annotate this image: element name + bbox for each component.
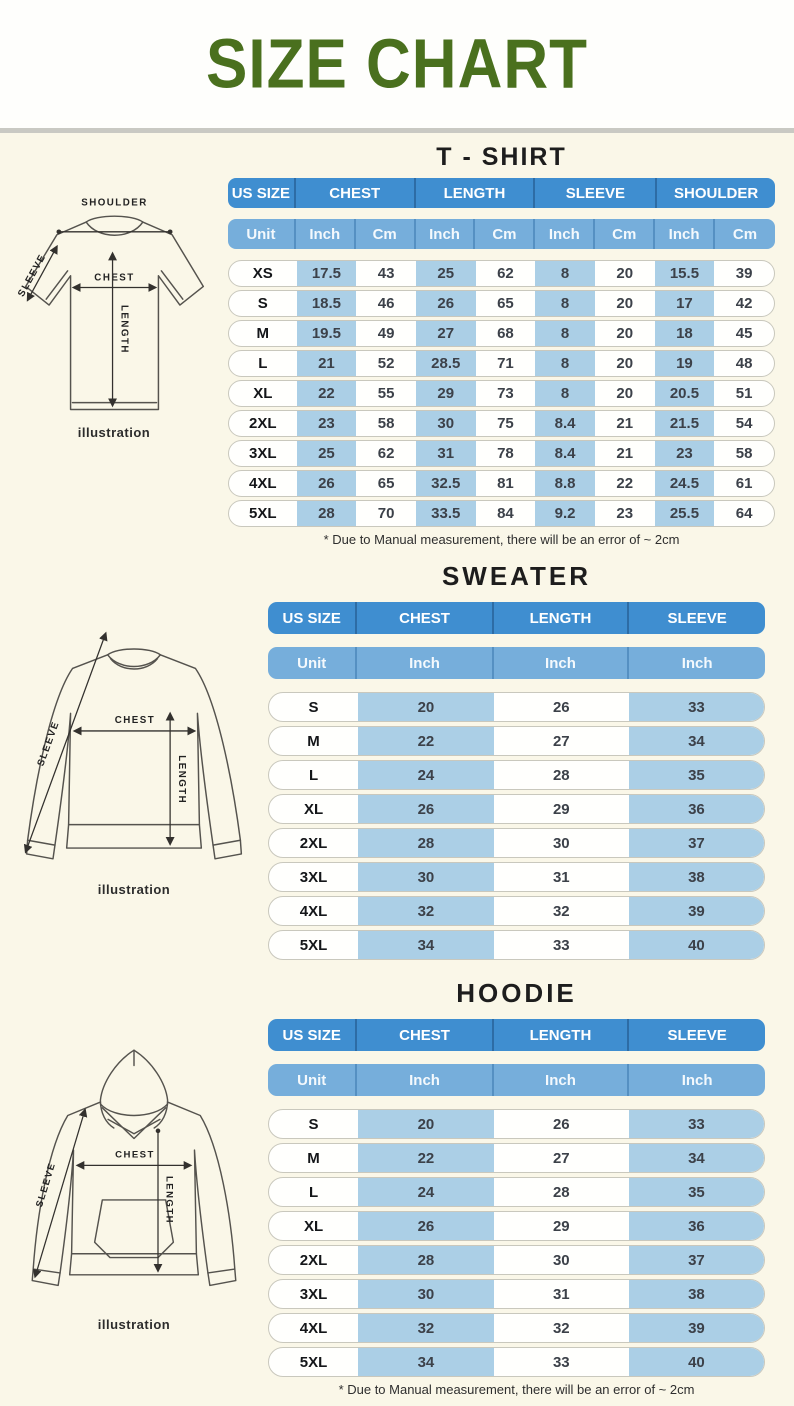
- measurement-value: 29: [552, 1217, 570, 1235]
- measurement-value: 84: [497, 505, 514, 522]
- size-label: 3XL: [299, 868, 328, 886]
- unit-cell: Cm: [475, 219, 535, 249]
- measurement-value: 30: [416, 411, 476, 436]
- hoodie-table-header: [268, 1019, 765, 1051]
- measurement-value: 39: [735, 265, 753, 282]
- measurement-value: 24: [358, 1178, 494, 1206]
- measurement-value: 42: [735, 295, 753, 312]
- column-header: LENGTH: [416, 178, 536, 208]
- measurement-value: 30: [358, 863, 494, 891]
- size-label: S: [257, 295, 268, 312]
- measurement-value: 20: [616, 355, 634, 372]
- unit-cell: Inch: [357, 647, 493, 679]
- unit-cell: Unit: [268, 647, 357, 679]
- size-label: 4XL: [299, 1319, 328, 1337]
- measurement-value: 68: [497, 325, 514, 342]
- unit-cell: Inch: [535, 219, 595, 249]
- size-row-S: [268, 1109, 765, 1139]
- measurement-note: * Due to Manual measurement, there will be an error of ~ 2cm: [338, 1382, 695, 1397]
- size-row-M: [228, 320, 775, 347]
- measurement-value: 15.5: [655, 261, 715, 286]
- size-row-XS: [228, 260, 775, 287]
- tshirt-heading: T - SHIRT: [436, 143, 567, 171]
- measurement-value: 8: [535, 351, 595, 376]
- measurement-value: 28: [552, 766, 570, 784]
- shoulder-label: SHOULDER: [80, 197, 148, 209]
- measurement-value: 17: [655, 291, 715, 316]
- measurement-value: 24.5: [655, 471, 715, 496]
- hoodie-unit-row: [268, 1064, 765, 1096]
- sleeve-measure: [34, 1110, 85, 1277]
- measurement-value: 18.5: [297, 291, 357, 316]
- measurement-value: 39: [629, 1314, 764, 1342]
- measurement-value: 75: [497, 415, 514, 432]
- size-row-S: [268, 692, 765, 722]
- measurement-value: 52: [377, 355, 395, 372]
- measurement-value: 58: [377, 415, 395, 432]
- measurement-value: 26: [416, 291, 476, 316]
- column-header: LENGTH: [494, 602, 630, 634]
- measurement-value: 54: [735, 415, 753, 432]
- measurement-value: 26: [358, 1212, 494, 1240]
- measurement-value: 45: [735, 325, 753, 342]
- sweater-illustration: [0, 602, 268, 897]
- measurement-value: 22: [358, 727, 494, 755]
- tshirt-illustration: [0, 178, 228, 440]
- size-label: 3XL: [299, 1285, 328, 1303]
- size-label: S: [308, 1115, 319, 1133]
- length-label: LENGTH: [163, 1175, 175, 1224]
- measurement-value: 32: [552, 902, 570, 920]
- measurement-value: 33: [629, 693, 764, 721]
- chest-label: CHEST: [114, 715, 156, 727]
- size-label: 4XL: [249, 475, 277, 492]
- unit-cell: Unit: [268, 1064, 357, 1096]
- measurement-value: 36: [629, 1212, 764, 1240]
- measurement-value: 32: [358, 1314, 494, 1342]
- size-row-M: [268, 726, 765, 756]
- size-row-2XL: [268, 828, 765, 858]
- size-row-5XL: [268, 1347, 765, 1377]
- measurement-value: 18: [655, 321, 715, 346]
- unit-cell: Inch: [416, 219, 476, 249]
- column-header: CHEST: [357, 1019, 493, 1051]
- measurement-value: 40: [629, 931, 764, 959]
- measurement-value: 38: [629, 863, 764, 891]
- measurement-value: 35: [629, 1178, 764, 1206]
- size-label: L: [258, 355, 268, 372]
- measurement-value: 25.5: [655, 501, 715, 526]
- sleeve-label: SLEEVE: [35, 719, 62, 768]
- unit-cell: Inch: [681, 654, 713, 672]
- page-title: SIZE CHART: [206, 25, 588, 103]
- measurement-value: 81: [497, 475, 514, 492]
- measurement-value: 37: [629, 1246, 764, 1274]
- measurement-value: 65: [497, 295, 514, 312]
- size-label: 4XL: [299, 902, 328, 920]
- measurement-value: 23: [655, 441, 715, 466]
- length-label: LENGTH: [117, 305, 129, 354]
- hoodie-table: [268, 1019, 765, 1397]
- size-row-5XL: [228, 500, 775, 527]
- sweater-table-header: [268, 602, 765, 634]
- measurement-value: 31: [552, 868, 570, 886]
- measurement-value: 17.5: [297, 261, 357, 286]
- size-row-4XL: [268, 1313, 765, 1343]
- column-header: SLEEVE: [535, 178, 657, 208]
- measurement-value: 37: [629, 829, 764, 857]
- measurement-value: 35: [629, 761, 764, 789]
- measurement-value: 33: [552, 1353, 570, 1371]
- unit-cell: Inch: [357, 1064, 493, 1096]
- measurement-note: * Due to Manual measurement, there will be an error of ~ 2cm: [323, 532, 680, 547]
- size-row-3XL: [268, 862, 765, 892]
- measurement-value: 22: [358, 1144, 494, 1172]
- size-label: 2XL: [249, 415, 277, 432]
- measurement-value: 8.4: [535, 441, 595, 466]
- hoodie-drawing: [14, 1035, 254, 1315]
- hoodie-section: [0, 978, 794, 1397]
- sweater-drawing: [12, 618, 256, 880]
- size-row-L: [268, 760, 765, 790]
- measurement-value: 21: [616, 415, 634, 432]
- chest-label: CHEST: [93, 272, 135, 284]
- measurement-value: 31: [552, 1285, 570, 1303]
- measurement-value: 43: [377, 265, 395, 282]
- size-label: 2XL: [299, 1251, 328, 1269]
- sleeve-label: SLEEVE: [34, 1161, 59, 1209]
- chest-measure: [74, 715, 194, 731]
- measurement-value: 21: [297, 351, 357, 376]
- size-label: M: [307, 1149, 320, 1167]
- measurement-value: 22: [616, 475, 634, 492]
- measurement-value: 19: [655, 351, 715, 376]
- tshirt-section: [0, 143, 794, 547]
- unit-cell: Inch: [296, 219, 356, 249]
- size-row-3XL: [268, 1279, 765, 1309]
- size-row-L: [268, 1177, 765, 1207]
- tshirt-unit-row: [228, 219, 775, 249]
- measurement-value: 26: [552, 698, 570, 716]
- measurement-value: 9.2: [535, 501, 595, 526]
- column-header: US SIZE: [228, 178, 296, 208]
- measurement-value: 51: [735, 385, 753, 402]
- size-label: XL: [303, 1217, 324, 1235]
- column-header: SLEEVE: [667, 1026, 727, 1044]
- measurement-value: 61: [735, 475, 753, 492]
- tshirt-table-header: [228, 178, 775, 208]
- measurement-value: 64: [735, 505, 753, 522]
- sweater-rows: [268, 692, 765, 960]
- measurement-value: 26: [358, 795, 494, 823]
- size-label: 3XL: [249, 445, 277, 462]
- measurement-value: 49: [377, 325, 395, 342]
- measurement-value: 62: [497, 265, 514, 282]
- sweater-outline: [27, 649, 242, 859]
- size-row-XL: [268, 1211, 765, 1241]
- chest-measure: [73, 273, 155, 288]
- measurement-value: 22: [297, 381, 357, 406]
- measurement-value: 23: [616, 505, 634, 522]
- sleeve-measure: [26, 633, 106, 852]
- measurement-value: 8: [535, 261, 595, 286]
- column-header: CHEST: [296, 178, 416, 208]
- measurement-value: 23: [297, 411, 357, 436]
- measurement-value: 78: [497, 445, 514, 462]
- measurement-value: 27: [552, 1149, 570, 1167]
- measurement-value: 28: [358, 1246, 494, 1274]
- measurement-value: 8: [535, 291, 595, 316]
- measurement-value: 33: [552, 936, 570, 954]
- unit-cell: Unit: [228, 219, 296, 249]
- illustration-caption: illustration: [97, 882, 171, 897]
- tshirt-table: [228, 178, 775, 547]
- size-row-4XL: [228, 470, 775, 497]
- measurement-value: 30: [552, 1251, 570, 1269]
- measurement-value: 20: [616, 385, 634, 402]
- measurement-value: 34: [629, 727, 764, 755]
- measurement-value: 8.4: [535, 411, 595, 436]
- measurement-value: 21.5: [655, 411, 715, 436]
- sleeve-label: SLEEVE: [15, 252, 49, 299]
- size-label: L: [308, 766, 319, 784]
- measurement-value: 73: [497, 385, 514, 402]
- measurement-value: 25: [416, 261, 476, 286]
- measurement-value: 46: [377, 295, 395, 312]
- measurement-value: 29: [416, 381, 476, 406]
- measurement-value: 19.5: [297, 321, 357, 346]
- chest-label: CHEST: [115, 1149, 155, 1161]
- measurement-value: 38: [629, 1280, 764, 1308]
- sweater-section: [0, 561, 794, 964]
- measurement-value: 33.5: [416, 501, 476, 526]
- size-label: XL: [303, 800, 324, 818]
- measurement-value: 33: [629, 1110, 764, 1138]
- sweater-heading: SWEATER: [441, 561, 592, 591]
- measurement-value: 39: [629, 897, 764, 925]
- tshirt-rows: [228, 260, 775, 527]
- size-row-2XL: [268, 1245, 765, 1275]
- column-header: SLEEVE: [667, 609, 727, 627]
- measurement-value: 28: [358, 829, 494, 857]
- tshirt-drawing: [12, 190, 217, 423]
- measurement-value: 20: [358, 1110, 494, 1138]
- size-row-XL: [228, 380, 775, 407]
- measurement-value: 34: [358, 931, 494, 959]
- illustration-caption: illustration: [97, 1317, 171, 1332]
- unit-cell: Cm: [356, 219, 416, 249]
- measurement-value: 28: [297, 501, 357, 526]
- measurement-value: 26: [552, 1115, 570, 1133]
- measurement-value: 32: [358, 897, 494, 925]
- sweater-table: [268, 602, 765, 964]
- size-label: 5XL: [299, 1353, 328, 1371]
- length-label: LENGTH: [175, 755, 187, 805]
- measurement-value: 30: [552, 834, 570, 852]
- size-row-3XL: [228, 440, 775, 467]
- size-row-2XL: [228, 410, 775, 437]
- column-header: SHOULDER: [674, 184, 759, 202]
- measurement-value: 26: [297, 471, 357, 496]
- size-label: M: [307, 732, 320, 750]
- size-label: XS: [252, 265, 273, 282]
- measurement-value: 24: [358, 761, 494, 789]
- illustration-caption: illustration: [77, 425, 151, 440]
- hoodie-illustration: [0, 1019, 268, 1332]
- unit-cell: Cm: [732, 225, 758, 243]
- measurement-value: 70: [377, 505, 395, 522]
- measurement-value: 32.5: [416, 471, 476, 496]
- measurement-value: 32: [552, 1319, 570, 1337]
- unit-cell: Inch: [494, 1064, 630, 1096]
- measurement-value: 21: [616, 445, 634, 462]
- size-label: S: [308, 698, 319, 716]
- measurement-value: 20.5: [655, 381, 715, 406]
- measurement-value: 71: [497, 355, 514, 372]
- size-row-4XL: [268, 896, 765, 926]
- measurement-value: 20: [616, 265, 634, 282]
- size-row-M: [268, 1143, 765, 1173]
- measurement-value: 58: [735, 445, 753, 462]
- measurement-value: 27: [552, 732, 570, 750]
- size-label: M: [256, 325, 270, 342]
- hoodie-outline: [32, 1050, 236, 1285]
- measurement-value: 34: [358, 1348, 494, 1376]
- measurement-value: 48: [735, 355, 753, 372]
- size-row-XL: [268, 794, 765, 824]
- chest-measure: [77, 1150, 190, 1166]
- size-row-5XL: [268, 930, 765, 960]
- measurement-value: 36: [629, 795, 764, 823]
- tshirt-outline: [25, 216, 203, 409]
- measurement-value: 20: [358, 693, 494, 721]
- measurement-value: 34: [629, 1144, 764, 1172]
- column-header: CHEST: [357, 602, 493, 634]
- measurement-value: 28.5: [416, 351, 476, 376]
- sweater-unit-row: [268, 647, 765, 679]
- column-header: US SIZE: [268, 602, 357, 634]
- measurement-value: 29: [552, 800, 570, 818]
- measurement-value: 40: [629, 1348, 764, 1376]
- measurement-value: 62: [377, 445, 395, 462]
- measurement-value: 8: [535, 321, 595, 346]
- title-band: [0, 0, 794, 133]
- unit-cell: Inch: [494, 647, 630, 679]
- measurement-value: 65: [377, 475, 395, 492]
- size-label: XL: [253, 385, 273, 402]
- measurement-value: 31: [416, 441, 476, 466]
- measurement-value: 55: [377, 385, 395, 402]
- measurement-value: 8.8: [535, 471, 595, 496]
- column-header: LENGTH: [494, 1019, 630, 1051]
- size-label: L: [308, 1183, 319, 1201]
- measurement-value: 8: [535, 381, 595, 406]
- unit-cell: Inch: [655, 219, 715, 249]
- measurement-value: 20: [616, 295, 634, 312]
- hoodie-heading: HOODIE: [456, 978, 577, 1008]
- size-label: 5XL: [299, 936, 328, 954]
- hoodie-rows: [268, 1109, 765, 1377]
- size-label: 5XL: [249, 505, 277, 522]
- measurement-value: 28: [552, 1183, 570, 1201]
- measurement-value: 27: [416, 321, 476, 346]
- unit-cell: Inch: [681, 1071, 713, 1089]
- measurement-value: 20: [616, 325, 634, 342]
- measurement-value: 25: [297, 441, 357, 466]
- size-row-S: [228, 290, 775, 317]
- size-row-L: [228, 350, 775, 377]
- measurement-value: 30: [358, 1280, 494, 1308]
- unit-cell: Cm: [595, 219, 655, 249]
- size-label: 2XL: [299, 834, 328, 852]
- column-header: US SIZE: [268, 1019, 357, 1051]
